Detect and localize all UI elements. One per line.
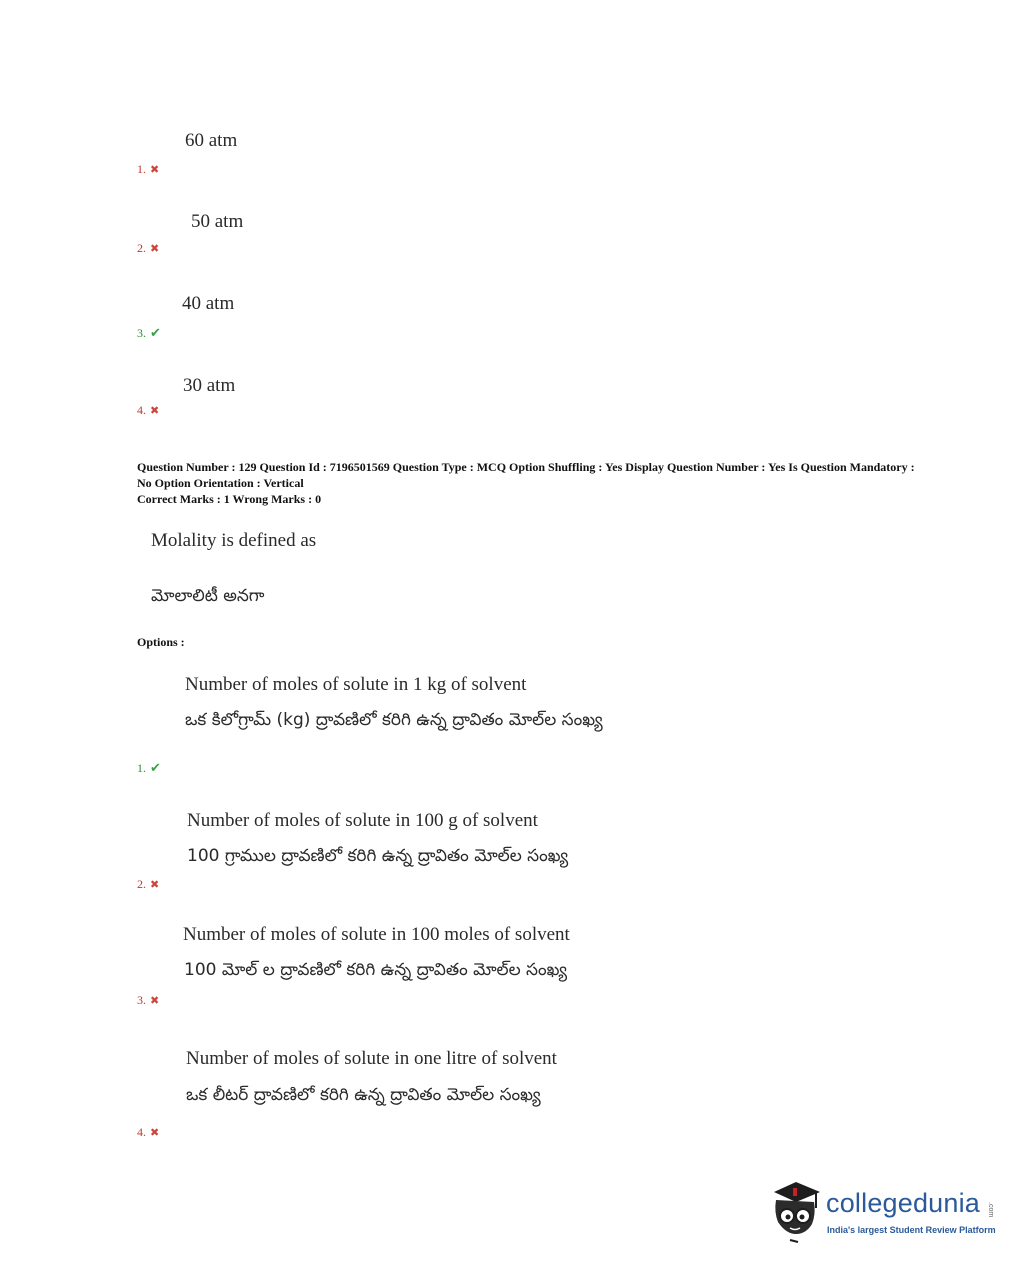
option-1-text-english: Number of moles of solute in 1 kg of solvent <box>185 674 527 695</box>
option-1-text-telugu: ఒక కిలోగ్రామ్ (kg) ద్రావణిలో కరిగి ఉన్న ద్రావితం మోల్‌ల సంఖ్య <box>185 710 603 730</box>
option-2-label: 2. ✖ <box>137 877 160 891</box>
prev-option-3-text: 40 atm <box>182 293 235 314</box>
prev-option-1-label: 1. ✖ <box>137 162 160 176</box>
prev-option-4-text: 30 atm <box>183 375 236 396</box>
collegedunia-logo <box>766 1178 996 1248</box>
option-2-text-english: Number of moles of solute in 100 g of solvent <box>187 810 538 831</box>
option-4-label: 4. ✖ <box>137 1125 160 1139</box>
brand-suffix: .com <box>987 1202 994 1218</box>
prev-option-3-label: 3. ✔ <box>137 325 161 340</box>
prev-option-1-text: 60 atm <box>185 130 238 151</box>
option-4-text-telugu: ఒక లీటర్ ద్రావణిలో కరిగి ఉన్న ద్రావితం మోల్‌ల సంఖ్య <box>186 1085 541 1105</box>
prev-option-2-text: 50 atm <box>191 211 244 232</box>
student-mascot-icon <box>766 1178 826 1248</box>
prev-option-2-label: 2. ✖ <box>137 241 160 255</box>
wrong-mark-icon: ✖ <box>150 1127 160 1139</box>
option-1-label: 1. ✔ <box>137 760 161 775</box>
wrong-mark-icon: ✖ <box>150 879 160 891</box>
brand-tagline: India's largest Student Review Platform <box>827 1225 996 1235</box>
options-label: Options : <box>137 635 185 649</box>
correct-check-icon: ✔ <box>150 325 161 340</box>
wrong-mark-icon: ✖ <box>150 164 160 176</box>
brand-name: collegedunia <box>826 1188 981 1218</box>
option-3-text-english: Number of moles of solute in 100 moles of solvent <box>183 924 570 945</box>
option-3-label: 3. ✖ <box>137 993 160 1007</box>
correct-check-icon: ✔ <box>150 760 161 775</box>
wrong-mark-icon: ✖ <box>150 995 160 1007</box>
wrong-mark-icon: ✖ <box>150 243 160 255</box>
prev-option-4-label: 4. ✖ <box>137 403 160 417</box>
option-4-text-english: Number of moles of solute in one litre of solvent <box>186 1048 557 1069</box>
question-marks: Correct Marks : 1 Wrong Marks : 0 <box>137 492 322 506</box>
option-3-text-telugu: 100 మోల్ ల ద్రావణిలో కరిగి ఉన్న ద్రావితం మోల్‌ల సంఖ్య <box>184 960 568 980</box>
question-meta: Question Number : 129 Question Id : 7196501569 Question Type : MCQ Option Shuffling : Yes Display Question Number : Yes Is Question Mandatory : No Option Orientation : Vertical <box>137 460 915 490</box>
question-text-english: Molality is defined as <box>151 530 317 551</box>
option-2-text-telugu: 100 గ్రాముల ద్రావణిలో కరిగి ఉన్న ద్రావితం మోల్‌ల సంఖ్య <box>187 846 569 866</box>
question-text-telugu: మోలాలిటీ అనగా <box>151 586 265 606</box>
wrong-mark-icon: ✖ <box>150 405 160 417</box>
